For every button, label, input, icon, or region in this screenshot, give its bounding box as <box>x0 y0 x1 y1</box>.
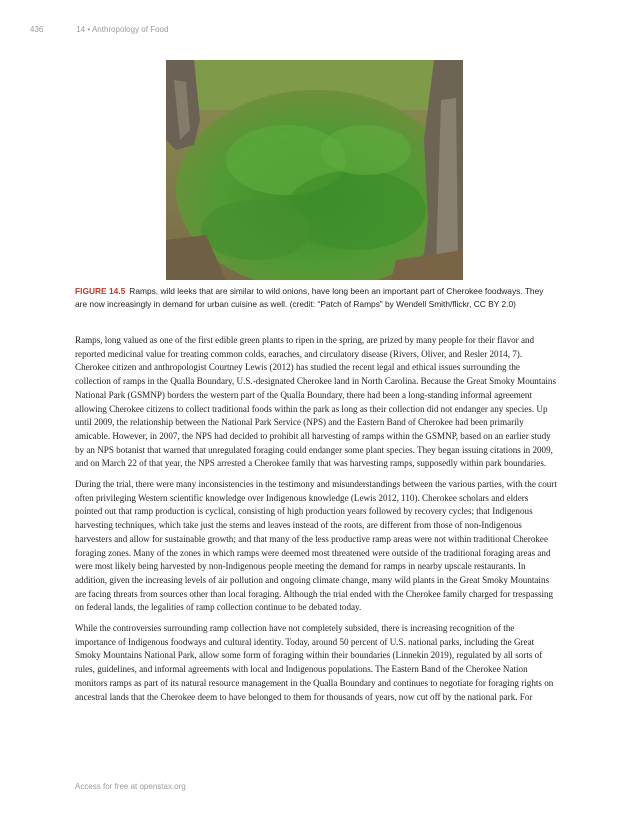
chapter-title: 14 • Anthropology of Food <box>76 25 169 34</box>
paragraph: While the controversies surrounding ramp collection have not completely subsided, there is increasing recognition of the importance of Indigenous foodways and cultural identity. Today, around 50 percent of U.S. national parks, including the Great Smoky Mountains National Park, allow some form of foraging within their boundaries (Linnekin 2019), regulated by all sorts of rules, guidelines, and informal agreements with local and Indigenous populations. The Eastern Band of the Cherokee Nation monitors ramps as part of its natural resource management in the Qualla Boundary and continues to negotiate for foraging rights on ancestral lands that the Cherokee deem to have belonged to them for thousands of years, now cut off by the national park. For <box>75 623 554 702</box>
page-number: 436 <box>30 25 44 34</box>
running-header <box>30 25 168 34</box>
figure-label: FIGURE 14.5 <box>75 286 126 296</box>
body-text <box>75 334 557 711</box>
figure-caption-text: Ramps, wild leeks that are similar to wild onions, have long been an important part of Cherokee foodways. They are now increasingly in demand for urban cuisine as well. (credit: “Patch of Ramps” by Wendell Smith/flickr, CC BY 2.0) <box>75 286 544 310</box>
figure-caption <box>75 285 557 312</box>
ramps-photo <box>166 60 463 280</box>
paragraph: Ramps, long valued as one of the first edible green plants to ripen in the spring, are prized by many people for their flavor and reported medicinal value for treating common colds, earaches, and circulatory disease (Rivers, Oliver, and Resler 2014, 7). Cherokee citizen and anthropologist Courtney Lewis (2012) has studied the recent legal and ethical issues surrounding the collection of ramps in the Qualla Boundary, U.S.-designated Cherokee land in North Carolina. Because the Great Smoky Mountains National Park (GSMNP) borders the western part of the Qualla Boundary, there had been a long-standing informal agreement allowing Cherokee citizens to collect traditional foods within the park as long as their collection did not endanger any species. Up until 2009, the relationship between the National Park Service (NPS) and the Eastern Band of Cherokee had been primarily amicable. However, in 2007, the NPS had decided to prohibit all harvesting of ramps within the GSMNP, based on an earlier study by an NPS botanist that warned that unregulated foraging could endanger some plant species. They began issuing citations in 2009, and on March 22 of that year, the NPS arrested a Cherokee family that was harvesting ramps, supposedly within park boundaries. <box>75 335 557 469</box>
paragraph: During the trial, there were many inconsistencies in the testimony and misunderstandings between the various parties, with the court often privileging Western scientific knowledge over Indigenous knowledge (Lewis 2012, 110). Cherokee scholars and elders pointed out that ramp production is cyclical, consisting of high production years followed by recovery cycles; that Indigenous harvesting techniques, which take just the stems and leaves instead of the roots, are different from those of non-Indigenous harvesters and allow for sustainable growth; and that many of the less productive ramp areas were not within traditional Cherokee foraging zones. Many of the zones in which ramps were deemed most threatened were outside of the traditional foraging areas and were most likely being harvested by non-Indigenous people meeting the demand for ramps in nearby upscale restaurants. In addition, given the increasing levels of air pollution and ongoing climate change, many wild plants in the Great Smoky Mountains are facing threats from sources other than local foraging. Although the trial ended with the Cherokee family charged for trespassing on federal lands, the legalities of ramp collection continue to be debated today. <box>75 479 557 613</box>
ramps-photo-graphic <box>166 60 463 280</box>
footer-link[interactable]: Access for free at openstax.org <box>75 782 186 791</box>
